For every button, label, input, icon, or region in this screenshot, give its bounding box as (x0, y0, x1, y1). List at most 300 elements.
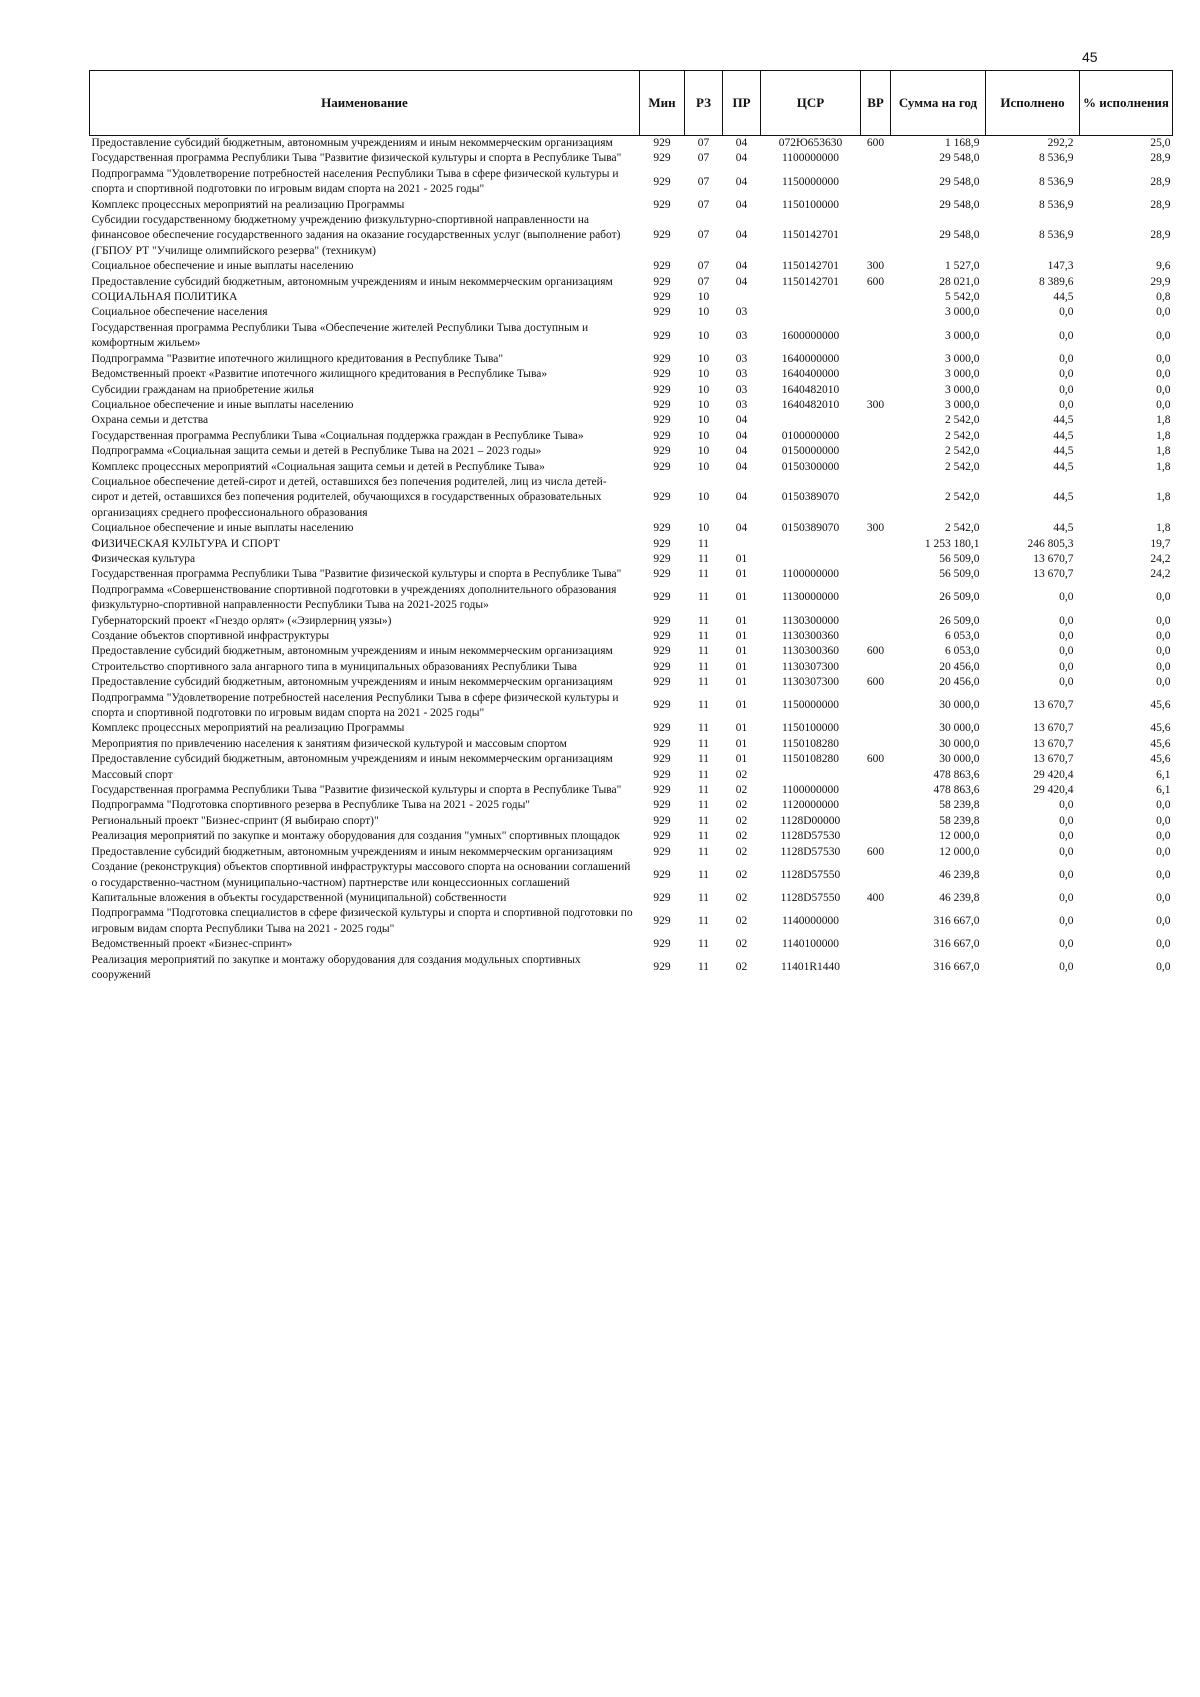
cell-name: ФИЗИЧЕСКАЯ КУЛЬТУРА И СПОРТ (91, 537, 280, 550)
cell-pr: 04 (735, 275, 748, 288)
cell-done: 147,3 (1047, 260, 1074, 273)
cell-pr: 02 (735, 891, 748, 904)
table-row (90, 752, 1173, 767)
cell-name: Реализация мероприятий по закупке и монтажу оборудования для создания "умных" спортивных площадок (91, 830, 620, 843)
table-row (90, 275, 1173, 290)
table-row (90, 198, 1173, 213)
table-row (90, 383, 1173, 398)
cell-pr: 01 (735, 737, 748, 750)
cell-vr: 300 (866, 260, 885, 273)
cell-vr (861, 213, 891, 259)
cell-vr (861, 937, 891, 952)
cell-pct: 1,8 (1156, 414, 1171, 427)
cell-pct: 1,8 (1156, 491, 1171, 504)
cell-pct: 0,0 (1156, 660, 1171, 673)
cell-min: 929 (653, 414, 671, 427)
cell-pct: 6,1 (1156, 784, 1171, 797)
cell-pct: 28,9 (1150, 175, 1171, 188)
cell-csr (761, 290, 861, 305)
cell-done: 0,0 (1059, 614, 1074, 627)
cell-done: 0,0 (1059, 814, 1074, 827)
cell-name: Субсидии гражданам на приобретение жилья (91, 383, 314, 396)
table-row (90, 475, 1173, 521)
cell-rz: 11 (697, 591, 710, 604)
cell-csr: 0150389070 (781, 491, 840, 504)
cell-rz: 11 (697, 645, 710, 658)
table-body (90, 136, 1173, 984)
cell-rz: 10 (697, 291, 710, 304)
cell-name: Создание объектов спортивной инфраструктуры (91, 630, 330, 642)
cell-rz: 11 (697, 630, 710, 642)
cell-csr: 1150000000 (781, 175, 840, 188)
cell-sum: 29 548,0 (939, 175, 980, 188)
table-row (90, 721, 1173, 736)
cell-pr: 01 (735, 591, 748, 604)
cell-min: 929 (653, 737, 671, 750)
cell-done: 13 670,7 (1033, 737, 1074, 750)
cell-csr: 1100000000 (781, 152, 840, 165)
cell-pct: 0,0 (1156, 329, 1171, 342)
cell-pr: 03 (735, 306, 748, 319)
cell-name: Создание (реконструкция) объектов спортивной инфраструктуры массового спорта на основании соглашений о государственно-частном (муниципально-частном) партнерстве или концессионных соглашений (91, 861, 631, 889)
cell-rz: 10 (697, 368, 710, 381)
cell-done: 0,0 (1059, 676, 1074, 689)
cell-sum: 29 548,0 (939, 152, 980, 165)
cell-pct: 9,6 (1156, 260, 1171, 273)
cell-min: 929 (653, 137, 671, 149)
cell-csr: 1130307300 (781, 676, 840, 689)
cell-vr (861, 798, 891, 813)
cell-done: 0,0 (1059, 830, 1074, 843)
table-row (90, 798, 1173, 813)
cell-pct: 0,0 (1156, 645, 1171, 658)
cell-rz: 10 (697, 445, 710, 458)
cell-sum: 20 456,0 (939, 676, 980, 689)
cell-rz: 07 (697, 175, 710, 188)
cell-min: 929 (653, 368, 671, 381)
cell-name: СОЦИАЛЬНАЯ ПОЛИТИКА (91, 291, 238, 304)
cell-name: Комплекс процессных мероприятий на реализацию Программы (91, 722, 405, 735)
cell-name: Подпрограмма "Подготовка специалистов в сфере физической культуры и спорта и спортивной подготовки по игровым видам спорта Республики Тыва на 2021 - 2025 годы" (91, 907, 633, 935)
cell-csr (761, 537, 861, 552)
cell-done: 0,0 (1059, 915, 1074, 928)
cell-sum: 30 000,0 (939, 753, 980, 766)
cell-pr: 01 (735, 660, 748, 673)
cell-rz: 07 (697, 152, 710, 165)
table-row (90, 845, 1173, 860)
cell-rz: 11 (697, 768, 710, 781)
cell-pct: 0,0 (1156, 891, 1171, 904)
table-row (90, 768, 1173, 783)
cell-pr: 04 (735, 429, 748, 442)
cell-done: 13 670,7 (1033, 753, 1074, 766)
cell-sum: 3 000,0 (945, 383, 980, 396)
cell-done: 44,5 (1053, 460, 1074, 473)
cell-rz: 07 (697, 198, 710, 211)
cell-done: 0,0 (1059, 961, 1074, 974)
table-row (90, 691, 1173, 722)
cell-csr: 0150000000 (781, 445, 840, 458)
cell-pr: 04 (735, 137, 748, 149)
cell-pct: 0,0 (1156, 961, 1171, 974)
table-row (90, 860, 1173, 891)
cell-pct: 0,0 (1156, 799, 1171, 812)
cell-pr: 03 (735, 329, 748, 342)
cell-csr: 1150142701 (781, 275, 840, 288)
cell-rz: 11 (697, 660, 710, 673)
cell-rz: 10 (697, 460, 710, 473)
cell-sum: 46 239,8 (939, 868, 980, 881)
cell-pct: 0,0 (1156, 915, 1171, 928)
cell-sum: 2 542,0 (945, 522, 980, 535)
cell-csr: 1130300000 (781, 614, 840, 627)
cell-rz: 10 (697, 306, 710, 319)
cell-pr: 04 (735, 152, 748, 165)
table-row (90, 906, 1173, 937)
cell-vr (861, 383, 891, 398)
cell-vr (861, 444, 891, 459)
page-number: 45 (1082, 49, 1098, 65)
header-name: Наименование (90, 71, 640, 136)
cell-vr (861, 367, 891, 382)
cell-sum: 56 509,0 (939, 568, 980, 581)
cell-name: Охрана семьи и детства (91, 414, 209, 427)
cell-done: 44,5 (1053, 522, 1074, 535)
cell-name: Социальное обеспечение и иные выплаты населению (91, 260, 354, 273)
cell-csr: 1100000000 (781, 568, 840, 581)
cell-pr: 04 (735, 445, 748, 458)
cell-sum: 3 000,0 (945, 329, 980, 342)
cell-sum: 1 527,0 (945, 260, 980, 273)
cell-sum: 29 548,0 (939, 198, 980, 211)
cell-done: 13 670,7 (1033, 552, 1074, 565)
cell-csr: 1640482010 (781, 398, 840, 411)
cell-sum: 58 239,8 (939, 814, 980, 827)
table-row (90, 413, 1173, 428)
cell-sum: 316 667,0 (933, 961, 980, 974)
cell-min: 929 (653, 961, 671, 974)
cell-pr: 01 (735, 753, 748, 766)
cell-min: 929 (653, 552, 671, 565)
cell-min: 929 (653, 799, 671, 812)
cell-pr: 01 (735, 568, 748, 581)
cell-min: 929 (653, 275, 671, 288)
cell-vr (861, 475, 891, 521)
cell-pct: 0,0 (1156, 614, 1171, 627)
cell-sum: 26 509,0 (939, 591, 980, 604)
cell-sum: 26 509,0 (939, 614, 980, 627)
cell-vr (861, 429, 891, 444)
cell-min: 929 (653, 722, 671, 735)
cell-done: 8 536,9 (1039, 152, 1074, 165)
table-row (90, 583, 1173, 614)
cell-pr: 03 (735, 368, 748, 381)
cell-done: 0,0 (1059, 591, 1074, 604)
cell-rz: 11 (697, 868, 710, 881)
cell-min: 929 (653, 398, 671, 411)
cell-pct: 0,8 (1156, 291, 1171, 304)
cell-pr: 02 (735, 868, 748, 881)
budget-execution-table (89, 70, 1173, 983)
cell-sum: 30 000,0 (939, 699, 980, 712)
cell-rz: 11 (697, 915, 710, 928)
cell-done: 44,5 (1053, 491, 1074, 504)
cell-vr: 600 (866, 137, 885, 149)
cell-name: Подпрограмма "Удовлетворение потребностей населения Республики Тыва в сфере физической культуры и спорта и спортивной подготовки по игровым видам спорта на 2021 - 2025 годы" (91, 167, 619, 196)
cell-done: 292,2 (1047, 137, 1074, 149)
table-row (90, 629, 1173, 644)
cell-vr (861, 691, 891, 722)
cell-rz: 10 (697, 329, 710, 342)
cell-name: Массовый спорт (91, 768, 173, 781)
table-row (90, 321, 1173, 352)
cell-name: Ведомственный проект «Бизнес-спринт» (91, 938, 293, 951)
cell-sum: 20 456,0 (939, 660, 980, 673)
cell-pr: 01 (735, 722, 748, 735)
cell-rz: 10 (697, 352, 710, 365)
cell-pr: 02 (735, 845, 748, 858)
cell-pr: 04 (735, 260, 748, 273)
cell-rz: 11 (697, 722, 710, 735)
cell-sum: 2 542,0 (945, 491, 980, 504)
table-row (90, 552, 1173, 567)
cell-csr: 1128D57550 (780, 891, 841, 904)
cell-pr: 01 (735, 699, 748, 712)
cell-rz: 11 (697, 699, 710, 712)
header-done: Исполнено (986, 71, 1080, 136)
cell-pr: 02 (735, 915, 748, 928)
cell-vr: 400 (866, 891, 885, 904)
cell-pr: 02 (735, 768, 748, 781)
cell-csr: 1640400000 (781, 368, 840, 381)
cell-csr: 072Ю653630 (778, 137, 843, 149)
cell-rz: 10 (697, 414, 710, 427)
cell-pct: 28,9 (1150, 152, 1171, 165)
cell-min: 929 (653, 383, 671, 396)
cell-min: 929 (653, 768, 671, 781)
cell-rz: 11 (697, 784, 710, 797)
cell-csr: 1140000000 (781, 915, 840, 928)
cell-name: Ведомственный проект «Развитие ипотечного жилищного кредитования в Республике Тыва» (91, 368, 548, 381)
cell-pct: 24,2 (1150, 568, 1171, 581)
cell-min: 929 (653, 676, 671, 689)
cell-csr: 1600000000 (781, 329, 840, 342)
cell-vr (861, 768, 891, 783)
cell-pr: 04 (735, 229, 748, 242)
cell-sum: 2 542,0 (945, 460, 980, 473)
cell-name: Мероприятия по привлечению населения к занятиям физической культурой и массовым спортом (91, 737, 567, 750)
cell-done: 0,0 (1059, 799, 1074, 812)
table-row (90, 737, 1173, 752)
cell-sum: 12 000,0 (939, 830, 980, 843)
header-csr: ЦСР (761, 71, 861, 136)
cell-vr (861, 721, 891, 736)
cell-sum: 58 239,8 (939, 799, 980, 812)
cell-done: 0,0 (1059, 329, 1074, 342)
cell-pct: 0,0 (1156, 938, 1171, 951)
cell-min: 929 (653, 429, 671, 442)
cell-csr: 0100000000 (781, 429, 840, 442)
header-pct: % исполнения (1080, 71, 1173, 136)
cell-rz: 11 (697, 961, 710, 974)
table-row (90, 937, 1173, 952)
cell-csr: 1150100000 (781, 722, 840, 735)
cell-pr: 04 (735, 460, 748, 473)
cell-csr: 1128D00000 (780, 814, 841, 827)
cell-rz: 07 (697, 260, 710, 273)
cell-name: Государственная программа Республики Тыва "Развитие физической культуры и спорта в Республике Тыва" (91, 152, 622, 165)
cell-pct: 28,9 (1150, 198, 1171, 211)
cell-name: Предоставление субсидий бюджетным, автономным учреждениям и иным некоммерческим организациям (91, 676, 613, 689)
cell-sum: 6 053,0 (945, 630, 980, 642)
cell-pr: 02 (735, 938, 748, 951)
cell-sum: 30 000,0 (939, 722, 980, 735)
cell-vr: 300 (866, 398, 885, 411)
cell-rz: 07 (697, 275, 710, 288)
table-row (90, 953, 1173, 984)
cell-csr: 0150389070 (781, 522, 840, 535)
cell-pr: 03 (735, 383, 748, 396)
cell-csr: 1150000000 (781, 699, 840, 712)
cell-sum: 2 542,0 (945, 429, 980, 442)
cell-sum: 6 053,0 (945, 645, 980, 658)
cell-done: 0,0 (1059, 645, 1074, 658)
cell-vr (861, 198, 891, 213)
cell-pr: 02 (735, 961, 748, 974)
table-row (90, 460, 1173, 475)
cell-done: 13 670,7 (1033, 722, 1074, 735)
table-row (90, 675, 1173, 690)
cell-pr (723, 537, 761, 552)
cell-pct: 0,0 (1156, 352, 1171, 365)
cell-rz: 11 (697, 753, 710, 766)
cell-sum: 12 000,0 (939, 845, 980, 858)
table-row (90, 429, 1173, 444)
cell-pr: 02 (735, 784, 748, 797)
cell-pct: 0,0 (1156, 676, 1171, 689)
cell-pct: 0,0 (1156, 630, 1171, 642)
cell-name: Губернаторский проект «Гнездо орлят» («Эзирлерниң уязы») (91, 614, 392, 627)
cell-rz: 10 (697, 383, 710, 396)
table-row (90, 167, 1173, 198)
cell-min: 929 (653, 814, 671, 827)
cell-done: 0,0 (1059, 383, 1074, 396)
table-row (90, 660, 1173, 675)
cell-done: 0,0 (1059, 891, 1074, 904)
cell-done: 44,5 (1053, 445, 1074, 458)
cell-vr (861, 737, 891, 752)
cell-sum: 478 863,6 (933, 768, 980, 781)
cell-pr: 01 (735, 552, 748, 565)
header-vr: ВР (861, 71, 891, 136)
cell-vr (861, 151, 891, 166)
cell-rz: 11 (697, 891, 710, 904)
cell-vr: 600 (866, 676, 885, 689)
cell-vr (861, 413, 891, 428)
cell-min: 929 (653, 614, 671, 627)
cell-min: 929 (653, 306, 671, 319)
cell-pr: 01 (735, 676, 748, 689)
cell-pct: 24,2 (1150, 552, 1171, 565)
cell-done: 13 670,7 (1033, 568, 1074, 581)
cell-min: 929 (653, 915, 671, 928)
cell-sum: 29 548,0 (939, 229, 980, 242)
cell-min: 929 (653, 352, 671, 365)
cell-min: 929 (653, 491, 671, 504)
cell-vr (861, 321, 891, 352)
cell-rz: 11 (697, 676, 710, 689)
cell-min: 929 (653, 152, 671, 165)
cell-name: Государственная программа Республики Тыва "Развитие физической культуры и спорта в Республике Тыва" (91, 784, 622, 797)
cell-min: 929 (653, 753, 671, 766)
cell-csr: 1130307300 (781, 660, 840, 673)
cell-pr: 04 (735, 198, 748, 211)
cell-sum: 3 000,0 (945, 368, 980, 381)
cell-min: 929 (653, 260, 671, 273)
cell-vr (861, 305, 891, 320)
cell-vr (861, 537, 891, 552)
cell-name: Государственная программа Республики Тыва "Развитие физической культуры и спорта в Республике Тыва" (91, 568, 622, 581)
cell-done: 0,0 (1059, 398, 1074, 411)
table-row (90, 644, 1173, 659)
cell-sum: 316 667,0 (933, 938, 980, 951)
cell-name: Предоставление субсидий бюджетным, автономным учреждениям и иным некоммерческим организациям (91, 753, 613, 766)
cell-min: 929 (653, 645, 671, 658)
cell-vr (861, 352, 891, 367)
cell-sum: 3 000,0 (945, 306, 980, 319)
cell-csr (761, 413, 861, 428)
cell-csr: 1150108280 (781, 753, 840, 766)
cell-min: 929 (653, 845, 671, 858)
cell-pr: 02 (735, 799, 748, 812)
cell-csr: 1150142701 (781, 260, 840, 273)
cell-vr (861, 660, 891, 675)
cell-csr: 1128D57550 (780, 868, 841, 881)
cell-name: Социальное обеспечение и иные выплаты населению (91, 398, 354, 411)
table-row (90, 567, 1173, 582)
header-min: Мин (640, 71, 685, 136)
cell-vr (861, 614, 891, 629)
cell-min: 929 (653, 830, 671, 843)
cell-done: 8 389,6 (1039, 275, 1074, 288)
cell-done: 13 670,7 (1033, 699, 1074, 712)
cell-pr: 04 (735, 522, 748, 535)
cell-vr (861, 629, 891, 644)
cell-min: 929 (653, 891, 671, 904)
cell-vr (861, 583, 891, 614)
cell-pr: 01 (735, 630, 748, 642)
table-row (90, 444, 1173, 459)
cell-pr: 02 (735, 830, 748, 843)
cell-sum: 2 542,0 (945, 414, 980, 427)
cell-rz: 11 (697, 614, 710, 627)
cell-min: 929 (653, 198, 671, 211)
cell-csr: 1120000000 (781, 799, 840, 812)
cell-sum: 316 667,0 (933, 915, 980, 928)
cell-pct: 1,8 (1156, 445, 1171, 458)
cell-vr (861, 290, 891, 305)
cell-sum: 56 509,0 (939, 552, 980, 565)
cell-name: Социальное обеспечение населения (91, 306, 268, 319)
cell-done: 0,0 (1059, 938, 1074, 951)
table-row (90, 305, 1173, 320)
header-pr: ПР (723, 71, 761, 136)
cell-rz: 07 (697, 229, 710, 242)
cell-name: Комплекс процессных мероприятий «Социальная защита семьи и детей в Республике Тыва» (91, 460, 545, 473)
cell-rz: 07 (697, 137, 710, 149)
cell-csr: 1128D57530 (780, 845, 841, 858)
cell-csr: 1150108280 (781, 737, 840, 750)
